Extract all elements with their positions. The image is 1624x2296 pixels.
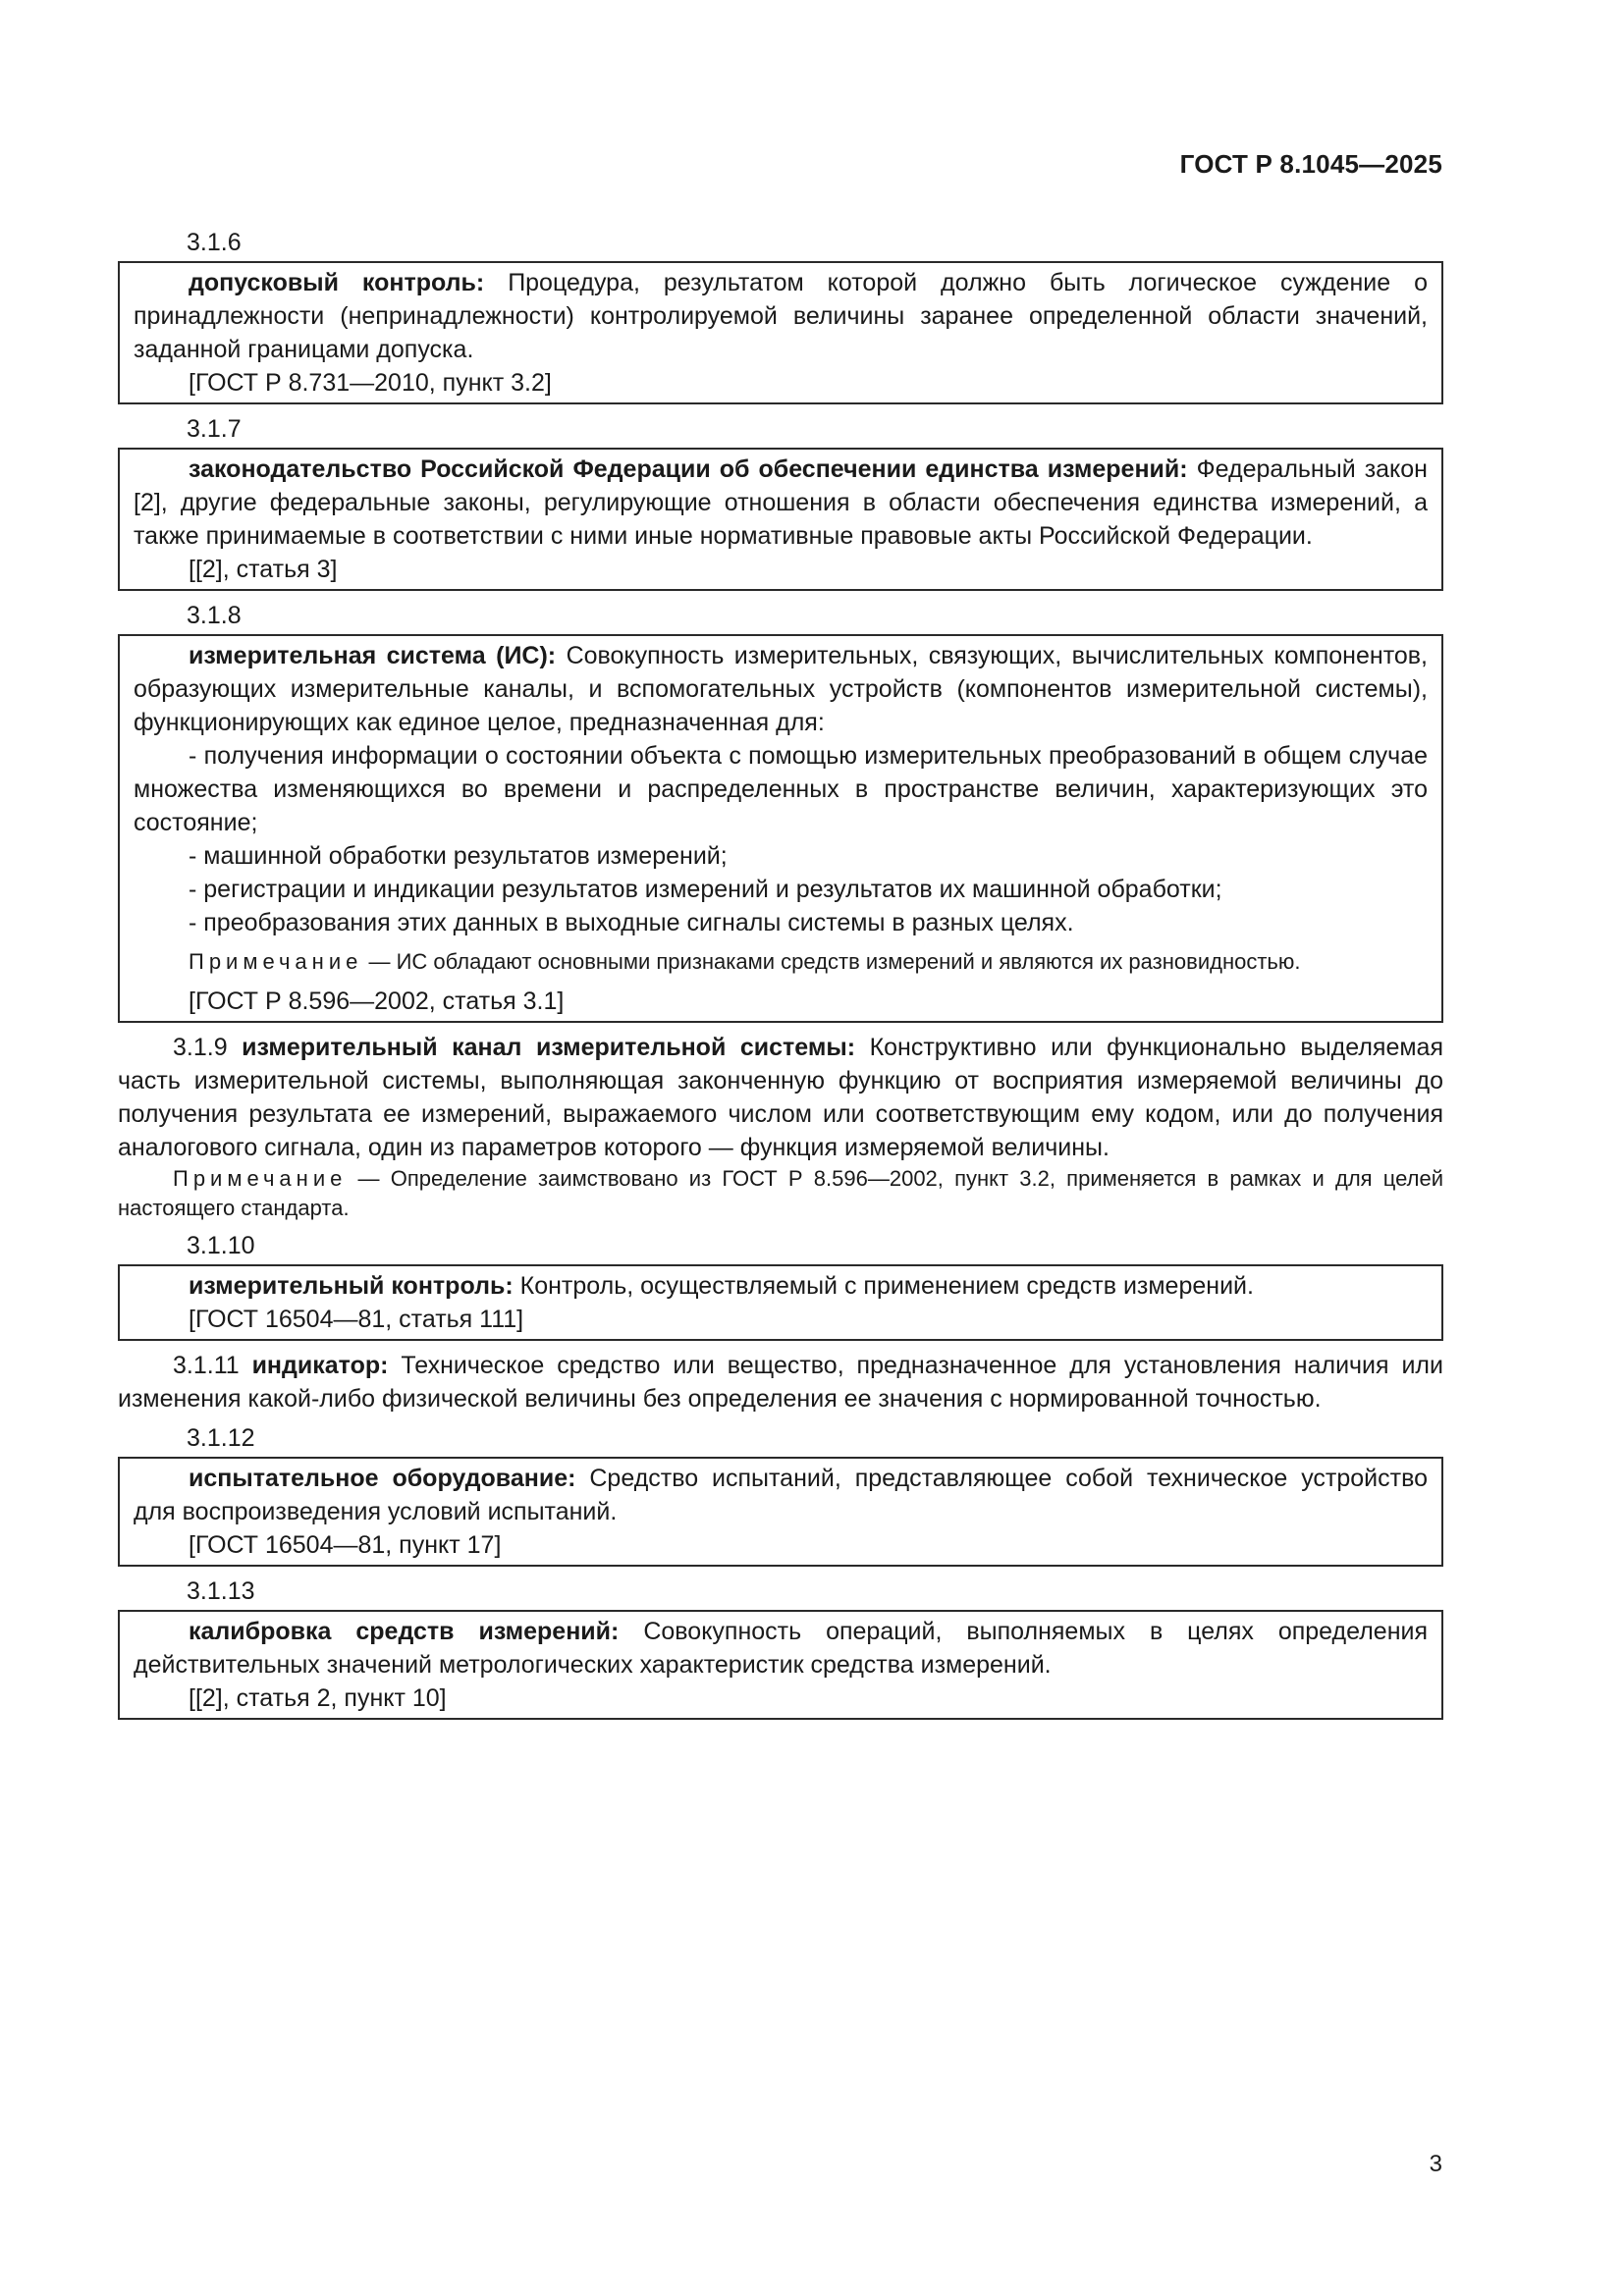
list-item: - получения информации о состоянии объекта с помощью измерительных преобразований в общем случае множества изменяющихся во времени и распределенных в пространстве величин, характеризующих это состояние; — [134, 742, 1428, 836]
definition-box — [118, 1264, 1443, 1341]
definition-source: [ГОСТ 16504—81, статья 111] — [189, 1306, 524, 1333]
terms-section — [118, 224, 1443, 1728]
term-number: 3.1.12 — [187, 1424, 255, 1452]
term-number: 3.1.13 — [187, 1577, 255, 1605]
definition-text: измерительная система (ИС): Совокупность измерительных, связующих, вычислительных компонентов, образующих измерительные каналы, и вспомогательных устройств (компонентов измерительной системы), функционирующих как единое целое, предназначенная для: — [134, 642, 1428, 736]
definition-text: 3.1.9 измерительный канал измерительной системы: Конструктивно или функционально выделяемая часть измерительной системы, выполняющая законченную функцию от восприятия измеряемой величины до получения результата ее измерений, выражаемого числом или соответствующим ему кодом, или до получения аналогового сигнала, один из параметров которого — функция измеряемой величины. — [118, 1034, 1443, 1161]
term: испытательное оборудование: — [189, 1465, 576, 1492]
note-label: Примечание — [173, 1166, 348, 1191]
term-number: 3.1.10 — [187, 1232, 255, 1259]
term-number: 3.1.6 — [187, 229, 242, 256]
definition-text: калибровка средств измерений: Совокупность операций, выполняемых в целях определения действительных значений метрологических характеристик средства измерений. — [134, 1618, 1428, 1679]
definition-box — [118, 261, 1443, 404]
definition-source: [[2], статья 3] — [189, 556, 338, 583]
term-number: 3.1.7 — [187, 415, 242, 443]
term-number: 3.1.8 — [187, 602, 242, 629]
term: индикатор: — [251, 1352, 389, 1379]
list-item: - преобразования этих данных в выходные сигналы системы в разных целях. — [189, 909, 1074, 936]
list-item: - машинной обработки результатов измерений; — [189, 842, 728, 870]
definition-box — [118, 448, 1443, 591]
term: законодательство Российской Федерации об обеспечении единства измерений: — [189, 455, 1188, 483]
term: допусковый контроль: — [189, 269, 485, 296]
note-label: Примечание — [189, 949, 363, 974]
definition-text: испытательное оборудование: Средство испытаний, представляющее собой техническое устройство для воспроизведения условий испытаний. — [134, 1465, 1428, 1525]
term: измерительный контроль: — [189, 1272, 514, 1300]
document-number: ГОСТ Р 8.1045—2025 — [1179, 149, 1442, 179]
definition-text: измерительный контроль: Контроль, осуществляемый с применением средств измерений. — [189, 1272, 1254, 1300]
page-number: 3 — [1429, 2151, 1442, 2177]
definition-source: [[2], статья 2, пункт 10] — [189, 1684, 447, 1712]
definition-block — [118, 1349, 1443, 1415]
definition-text: законодательство Российской Федерации об обеспечении единства измерений: Федеральный закон [2], другие федеральные законы, регулирующие отношения в области обеспечения единства измерений, а также принимаемые в соответствии с ними иные нормативные правовые акты Российской Федерации. — [134, 455, 1428, 550]
term-number: 3.1.11 — [173, 1352, 240, 1379]
definition-box — [118, 1457, 1443, 1567]
definition-source: [ГОСТ Р 8.731—2010, пункт 3.2] — [189, 369, 552, 397]
term: измерительный канал измерительной системы: — [242, 1034, 856, 1061]
definition-text: допусковый контроль: Процедура, результатом которой должно быть логическое суждение о принадлежности (непринадлежности) контролируемой величины заранее определенной области значений, заданной границами допуска. — [134, 269, 1428, 363]
term: измерительная система (ИС): — [189, 642, 557, 669]
list-item: - регистрации и индикации результатов измерений и результатов их машинной обработки; — [189, 876, 1222, 903]
definition-note: Примечание — Определение заимствовано из ГОСТ Р 8.596—2002, пункт 3.2, применяется в рамках и для целей настоящего стандарта. — [118, 1166, 1443, 1220]
definition-text: 3.1.11 индикатор: Техническое средство или вещество, предназначенное для установления наличия или изменения какой-либо физической величины без определения ее значения с нормированной точностью. — [118, 1352, 1443, 1413]
definition-source: [ГОСТ 16504—81, пункт 17] — [189, 1531, 502, 1559]
definition-box — [118, 634, 1443, 1023]
term: калибровка средств измерений: — [189, 1618, 620, 1645]
definition-source: [ГОСТ Р 8.596—2002, статья 3.1] — [189, 988, 565, 1015]
definition-block — [118, 1031, 1443, 1223]
term-number: 3.1.9 — [173, 1034, 228, 1061]
definition-box — [118, 1610, 1443, 1720]
definition-note: Примечание — ИС обладают основными признаками средств измерений и являются их разновидностью. — [189, 949, 1301, 974]
